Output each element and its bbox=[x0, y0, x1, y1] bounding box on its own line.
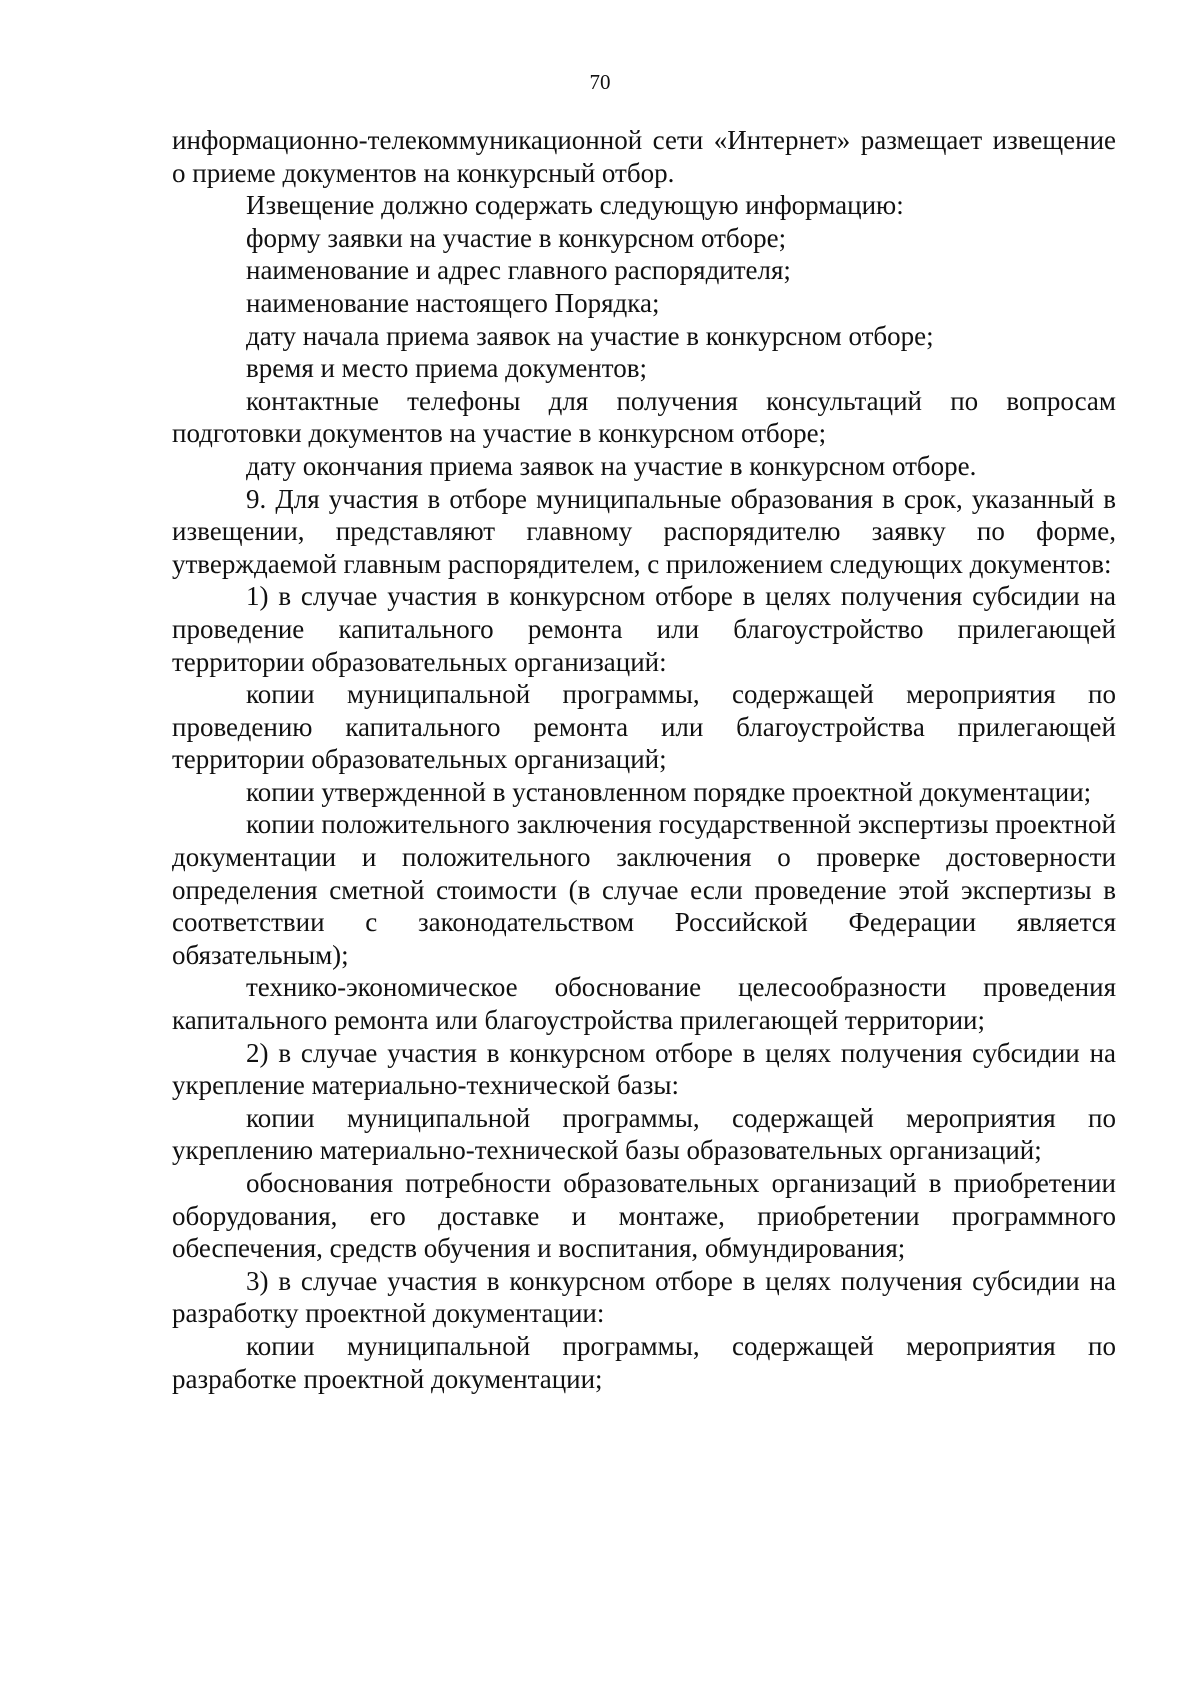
paragraph: информационно-телекоммуникационной сети «Интернет» размещает извещение о приеме документов на конкурсный отбор. bbox=[172, 125, 1116, 188]
paragraph: 2) в случае участия в конкурсном отборе в целях получения субсидии на укрепление материально-технической базы: bbox=[172, 1037, 1116, 1101]
paragraph: дату окончания приема заявок на участие в конкурсном отборе. bbox=[246, 450, 977, 481]
paragraph: технико-экономическое обоснование целесообразности проведения капитального ремонта или благоустройства прилегающей территории; bbox=[172, 972, 1116, 1036]
paragraph: форму заявки на участие в конкурсном отборе; bbox=[246, 222, 787, 253]
paragraph: контактные телефоны для получения консультаций по вопросам подготовки документов на участие в конкурсном отборе; bbox=[172, 385, 1116, 449]
paragraph: наименование настоящего Порядка; bbox=[246, 287, 660, 318]
paragraph: копии утвержденной в установленном порядке проектной документации; bbox=[246, 776, 1092, 807]
paragraph: копии муниципальной программы, содержащей мероприятия по проведению капитального ремонта или благоустройства прилегающей территории образовательных организаций; bbox=[172, 679, 1116, 775]
paragraph: 1) в случае участия в конкурсном отборе в целях получения субсидии на проведение капитального ремонта или благоустройство прилегающей территории образовательных организаций: bbox=[172, 581, 1116, 677]
paragraph: дату начала приема заявок на участие в конкурсном отборе; bbox=[246, 320, 934, 351]
document-body bbox=[172, 124, 1116, 1395]
paragraph: копии положительного заключения государственной экспертизы проектной документации и положительного заключения о проверке достоверности определения сметной стоимости (в случае если проведение этой экспертизы в соответствии с законодательством Российской Федерации является обязательным); bbox=[172, 809, 1116, 970]
paragraph: 9. Для участия в отборе муниципальные образования в срок, указанный в извещении, представляют главному распорядителю заявку по форме, утверждаемой главным распорядителем, с приложением следующих документов: bbox=[172, 483, 1116, 579]
paragraph: 3) в случае участия в конкурсном отборе в целях получения субсидии на разработку проектной документации: bbox=[172, 1265, 1116, 1329]
paragraph: обоснования потребности образовательных организаций в приобретении оборудования, его доставке и монтаже, приобретении программного обеспечения, средств обучения и воспитания, обмундирования; bbox=[172, 1168, 1116, 1264]
paragraph: наименование и адрес главного распорядителя; bbox=[246, 255, 791, 286]
paragraph: время и место приема документов; bbox=[246, 353, 647, 384]
page-number: 70 bbox=[589, 70, 611, 94]
paragraph: копии муниципальной программы, содержащей мероприятия по укреплению материально-технической базы образовательных организаций; bbox=[172, 1102, 1116, 1166]
paragraph: Извещение должно содержать следующую информацию: bbox=[246, 190, 904, 221]
paragraph: копии муниципальной программы, содержащей мероприятия по разработке проектной документации; bbox=[172, 1330, 1116, 1394]
